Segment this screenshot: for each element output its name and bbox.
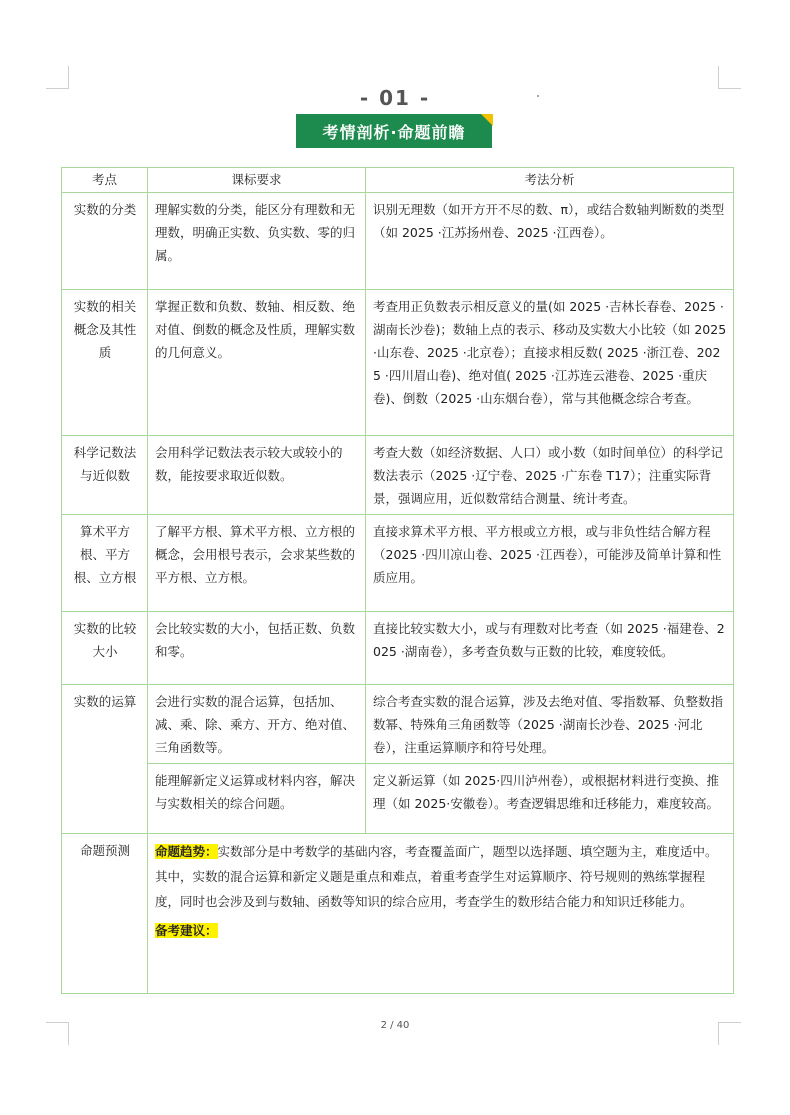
row-requirement: 会用科学记数法表示较大或较小的数，能按要求取近似数。 <box>148 436 366 515</box>
row-analysis: 识别无理数（如开方开不尽的数、π），或结合数轴判断数的类型（如 2025 ·江苏扬州卷、2025 ·江西卷）。 <box>366 193 734 290</box>
row-topic: 实数的运算 <box>62 685 148 834</box>
row-topic: 科学记数法与近似数 <box>62 436 148 515</box>
row-requirement: 了解平方根、算术平方根、立方根的概念，会用根号表示，会求某些数的平方根、立方根。 <box>148 515 366 612</box>
table-row <box>62 685 734 764</box>
row-analysis: 综合考查实数的混合运算，涉及去绝对值、零指数幂、负整数指数幂、特殊角三角函数等（2025 ·湖南长沙卷、2025 ·河北卷），注重运算顺序和符号处理。 <box>366 685 734 764</box>
section-title-banner <box>296 114 492 148</box>
row-requirement: 理解实数的分类，能区分有理数和无理数，明确正实数、负实数、零的归属。 <box>148 193 366 290</box>
row-analysis: 定义新运算（如 2025·四川泸州卷），或根据材料进行变换、推理（如 2025·安徽卷）。考查逻辑思维和迁移能力，难度较高。 <box>366 764 734 834</box>
page-number: 2 / 40 <box>380 1020 410 1031</box>
forecast-row <box>62 834 734 994</box>
table-row <box>62 612 734 685</box>
advice-paragraph <box>155 918 727 943</box>
row-analysis: 直接求算术平方根、平方根或立方根，或与非负性结合解方程（2025 ·四川凉山卷、2025 ·江西卷），可能涉及简单计算和性质应用。 <box>366 515 734 612</box>
section-title: 考情剖析·命题前瞻 <box>322 122 466 142</box>
table-header-row <box>62 168 734 193</box>
table-row <box>62 436 734 515</box>
forecast-label: 命题预测 <box>62 834 148 994</box>
corner-fold-icon <box>481 114 493 126</box>
row-topic: 实数的相关概念及其性质 <box>62 290 148 436</box>
row-requirement: 能理解新定义运算或材料内容，解决与实数相关的综合问题。 <box>148 764 366 834</box>
section-number: - 01 - <box>359 86 431 110</box>
header-analysis: 考法分析 <box>366 168 734 193</box>
row-topic: 实数的比较大小 <box>62 612 148 685</box>
header-topic: 考点 <box>62 168 148 193</box>
row-requirement: 会进行实数的混合运算，包括加、减、乘、除、乘方、开方、绝对值、三角函数等。 <box>148 685 366 764</box>
exam-analysis-table <box>61 167 734 994</box>
row-requirement: 掌握正数和负数、数轴、相反数、绝对值、倒数的概念及性质，理解实数的几何意义。 <box>148 290 366 436</box>
header-requirement: 课标要求 <box>148 168 366 193</box>
row-topic: 实数的分类 <box>62 193 148 290</box>
trend-label: 命题趋势： <box>155 844 218 859</box>
row-topic: 算术平方根、平方根、立方根 <box>62 515 148 612</box>
row-analysis: 直接比较实数大小，或与有理数对比考查（如 2025 ·福建卷、2025 ·湖南卷），多考查负数与正数的比较，难度较低。 <box>366 612 734 685</box>
advice-label: 备考建议： <box>155 923 218 938</box>
row-analysis: 考查大数（如经济数据、人口）或小数（如时间单位）的科学记数法表示（2025 ·辽宁卷、2025 ·广东卷 T17）；注重实际背景，强调应用，近似数常结合测量、统计考查。 <box>366 436 734 515</box>
table-row <box>62 515 734 612</box>
table-row <box>62 193 734 290</box>
row-requirement: 会比较实数的大小，包括正数、负数和零。 <box>148 612 366 685</box>
table-row <box>62 290 734 436</box>
row-analysis: 考查用正负数表示相反意义的量(如 2025 ·吉林长春卷、2025 ·湖南长沙卷)；数轴上点的表示、移动及实数大小比较（如 2025 ·山东卷、2025 ·北京卷）；直接求相反数( 2025 ·浙江卷、2025 ·四川眉山卷)、绝对值( 2025 ·江苏连云港卷、2025 ·重庆卷)、倒数（2025 ·山东烟台卷），常与其他概念综合考查。 <box>366 290 734 436</box>
table-row <box>62 764 734 834</box>
trend-paragraph <box>155 839 727 914</box>
forecast-content <box>148 834 734 994</box>
trend-text: 实数部分是中考数学的基础内容，考查覆盖面广，题型以选择题、填空题为主，难度适中。其中，实数的混合运算和新定义题是重点和难点，着重考查学生对运算顺序、符号规则的熟练掌握程度，同时也会涉及到与数轴、函数等知识的综合应用，考查学生的数形结合能力和知识迁移能力。 <box>155 844 718 909</box>
